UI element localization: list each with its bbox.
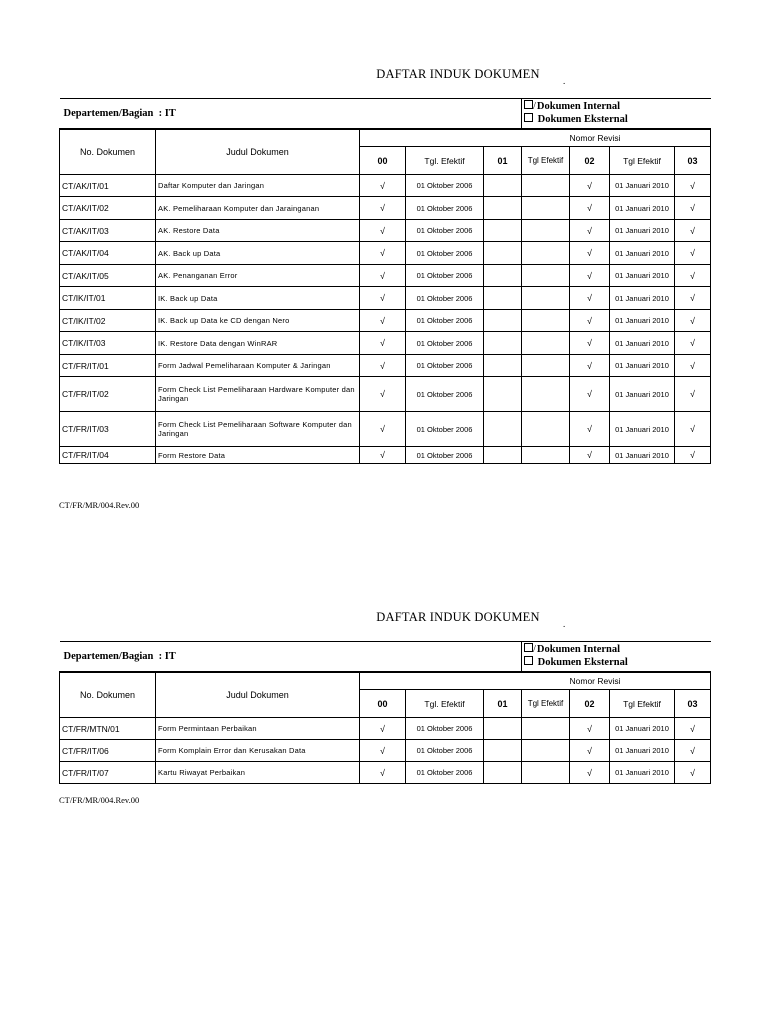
cell-rev03: √: [675, 287, 711, 310]
cell-rev03: √: [675, 332, 711, 355]
cell-title: IK. Restore Data dengan WinRAR: [156, 332, 360, 355]
cell-eff3: 01 Januari 2010: [610, 175, 675, 197]
col-header-title: Judul Dokumen: [156, 672, 360, 718]
cell-eff2: [522, 287, 570, 310]
cell-title: Form Check List Pemeliharaan Software Komputer dan Jaringan: [156, 412, 360, 447]
cell-eff3: 01 Januari 2010: [610, 332, 675, 355]
col-header-eff1: Tgl. Efektif: [406, 147, 484, 175]
cell-no: CT/FR/IT/01: [60, 355, 156, 377]
cell-eff1: 01 Oktober 2006: [406, 265, 484, 287]
cell-rev00: √: [360, 265, 406, 287]
cell-rev00: √: [360, 197, 406, 220]
col-header-rev03: 03: [675, 690, 711, 718]
document-type-cell: [522, 642, 711, 672]
table-row: [60, 447, 711, 464]
document-title: DAFTAR INDUK DOKUMEN: [376, 67, 540, 81]
header-row-1: [60, 672, 711, 690]
cell-rev01: [484, 332, 522, 355]
cell-title: Form Permintaan Perbaikan: [156, 718, 360, 740]
cell-eff2: [522, 175, 570, 197]
cell-rev02: √: [570, 355, 610, 377]
col-header-rev00: 00: [360, 690, 406, 718]
cell-no: CT/FR/IT/07: [60, 762, 156, 784]
col-header-rev01: 01: [484, 690, 522, 718]
cell-eff3: 01 Januari 2010: [610, 355, 675, 377]
cell-no: CT/FR/IT/02: [60, 377, 156, 412]
checkbox-icon: [524, 113, 533, 122]
cell-eff3: 01 Januari 2010: [610, 762, 675, 784]
cell-no: CT/AK/IT/04: [60, 242, 156, 265]
table-row: [60, 377, 711, 412]
cell-no: CT/FR/IT/06: [60, 740, 156, 762]
table-row: [60, 355, 711, 377]
cell-eff2: [522, 377, 570, 412]
cell-rev02: √: [570, 718, 610, 740]
cell-rev03: √: [675, 718, 711, 740]
cell-eff3: 01 Januari 2010: [610, 718, 675, 740]
col-header-rev02: 02: [570, 690, 610, 718]
cell-eff3: 01 Januari 2010: [610, 220, 675, 242]
form-code-footnote: CT/FR/MR/004.Rev.00: [59, 500, 140, 510]
cell-eff3: 01 Januari 2010: [610, 412, 675, 447]
table-row: [60, 287, 711, 310]
cell-rev03: √: [675, 377, 711, 412]
department-row: [60, 99, 711, 129]
cell-no: CT/IK/IT/02: [60, 310, 156, 332]
cell-eff1: 01 Oktober 2006: [406, 310, 484, 332]
cell-no: CT/IK/IT/03: [60, 332, 156, 355]
cell-eff2: [522, 332, 570, 355]
cell-title: AK. Pemeliharaan Komputer dan Jarainganan: [156, 197, 360, 220]
cell-eff1: 01 Oktober 2006: [406, 287, 484, 310]
cell-rev02: √: [570, 287, 610, 310]
cell-rev03: √: [675, 175, 711, 197]
cell-eff2: [522, 265, 570, 287]
col-header-rev02: 02: [570, 147, 610, 175]
col-header-title: Judul Dokumen: [156, 129, 360, 175]
table-row: [60, 265, 711, 287]
cell-rev00: √: [360, 175, 406, 197]
cell-eff2: [522, 718, 570, 740]
cell-title: AK. Restore Data: [156, 220, 360, 242]
cell-no: CT/FR/IT/03: [60, 412, 156, 447]
table-row: [60, 175, 711, 197]
cell-rev00: √: [360, 718, 406, 740]
table-row: [60, 332, 711, 355]
table-row: [60, 740, 711, 762]
col-header-rev03: 03: [675, 147, 711, 175]
cell-rev03: √: [675, 197, 711, 220]
checkbox-icon: [524, 100, 533, 109]
cell-rev00: √: [360, 447, 406, 464]
cell-eff3: 01 Januari 2010: [610, 310, 675, 332]
cell-rev01: [484, 740, 522, 762]
cell-title: Daftar Komputer dan Jaringan: [156, 175, 360, 197]
cell-rev02: √: [570, 332, 610, 355]
title-mark: .: [563, 619, 566, 629]
cell-title: Form Restore Data: [156, 447, 360, 464]
cell-rev00: √: [360, 332, 406, 355]
checkbox-icon: [524, 656, 533, 665]
cell-eff3: 01 Januari 2010: [610, 287, 675, 310]
col-header-rev01: 01: [484, 147, 522, 175]
cell-eff1: 01 Oktober 2006: [406, 740, 484, 762]
checkbox-icon: [524, 643, 533, 652]
cell-title: AK. Penanganan Error: [156, 265, 360, 287]
cell-eff1: 01 Oktober 2006: [406, 355, 484, 377]
department-row: [60, 642, 711, 672]
cell-rev02: √: [570, 175, 610, 197]
cell-rev00: √: [360, 310, 406, 332]
table-row: [60, 310, 711, 332]
col-header-no: No. Dokumen: [60, 129, 156, 175]
cell-rev00: √: [360, 287, 406, 310]
cell-eff1: 01 Oktober 2006: [406, 412, 484, 447]
cell-eff3: 01 Januari 2010: [610, 377, 675, 412]
table-row: [60, 242, 711, 265]
cell-rev01: [484, 377, 522, 412]
cell-eff1: 01 Oktober 2006: [406, 220, 484, 242]
cell-eff1: 01 Oktober 2006: [406, 762, 484, 784]
cell-rev01: [484, 355, 522, 377]
cell-rev00: √: [360, 220, 406, 242]
cell-no: CT/AK/IT/03: [60, 220, 156, 242]
cell-eff3: 01 Januari 2010: [610, 447, 675, 464]
cell-eff2: [522, 220, 570, 242]
cell-rev01: [484, 447, 522, 464]
document-table: [59, 98, 711, 464]
document-title: DAFTAR INDUK DOKUMEN: [376, 610, 540, 624]
doc-type-internal: /Dokumen Internal: [524, 100, 711, 113]
cell-rev01: [484, 412, 522, 447]
department-cell: [60, 642, 522, 672]
col-header-eff3: Tgl Efektif: [610, 690, 675, 718]
cell-eff2: [522, 355, 570, 377]
cell-rev03: √: [675, 310, 711, 332]
cell-rev01: [484, 287, 522, 310]
cell-eff2: [522, 412, 570, 447]
cell-eff1: 01 Oktober 2006: [406, 332, 484, 355]
cell-title: IK. Back up Data: [156, 287, 360, 310]
cell-rev02: √: [570, 740, 610, 762]
cell-rev01: [484, 718, 522, 740]
cell-rev01: [484, 310, 522, 332]
cell-no: CT/AK/IT/05: [60, 265, 156, 287]
check-mark: /: [533, 644, 536, 656]
col-header-eff3: Tgl Efektif: [610, 147, 675, 175]
cell-rev02: √: [570, 310, 610, 332]
cell-eff3: 01 Januari 2010: [610, 197, 675, 220]
cell-rev02: √: [570, 762, 610, 784]
cell-rev02: √: [570, 220, 610, 242]
cell-rev03: √: [675, 447, 711, 464]
col-header-revision: Nomor Revisi: [360, 129, 711, 147]
cell-eff1: 01 Oktober 2006: [406, 718, 484, 740]
cell-rev03: √: [675, 242, 711, 265]
department-value: IT: [164, 107, 176, 119]
cell-eff2: [522, 242, 570, 265]
cell-no: CT/FR/IT/04: [60, 447, 156, 464]
department-separator: :: [158, 650, 163, 662]
cell-title: IK. Back up Data ke CD dengan Nero: [156, 310, 360, 332]
cell-rev00: √: [360, 242, 406, 265]
department-separator: :: [158, 107, 163, 119]
cell-rev01: [484, 242, 522, 265]
cell-rev00: √: [360, 762, 406, 784]
col-header-no: No. Dokumen: [60, 672, 156, 718]
department-cell: [60, 99, 522, 129]
cell-eff2: [522, 447, 570, 464]
cell-rev01: [484, 175, 522, 197]
table-row: [60, 220, 711, 242]
department-label: Departemen/Bagian: [63, 107, 154, 119]
cell-rev02: √: [570, 265, 610, 287]
cell-rev03: √: [675, 355, 711, 377]
check-mark: /: [533, 101, 536, 113]
cell-rev02: √: [570, 197, 610, 220]
table-row: [60, 718, 711, 740]
cell-rev02: √: [570, 447, 610, 464]
title-mark: .: [563, 76, 566, 86]
doc-type-external: Dokumen Eksternal: [524, 656, 711, 669]
col-header-eff2: Tgl Efektif: [522, 147, 570, 175]
cell-no: CT/AK/IT/01: [60, 175, 156, 197]
table-row: [60, 412, 711, 447]
cell-rev03: √: [675, 412, 711, 447]
cell-eff2: [522, 310, 570, 332]
document-table: [59, 641, 711, 784]
cell-rev03: √: [675, 265, 711, 287]
cell-rev01: [484, 265, 522, 287]
department-label: Departemen/Bagian: [63, 650, 154, 662]
cell-eff3: 01 Januari 2010: [610, 740, 675, 762]
cell-rev00: √: [360, 412, 406, 447]
cell-rev03: √: [675, 740, 711, 762]
cell-eff1: 01 Oktober 2006: [406, 175, 484, 197]
col-header-revision: Nomor Revisi: [360, 672, 711, 690]
cell-eff2: [522, 740, 570, 762]
cell-rev03: √: [675, 762, 711, 784]
cell-rev00: √: [360, 377, 406, 412]
cell-eff1: 01 Oktober 2006: [406, 447, 484, 464]
form-code-footnote: CT/FR/MR/004.Rev.00: [59, 795, 140, 805]
cell-eff3: 01 Januari 2010: [610, 265, 675, 287]
cell-title: Form Komplain Error dan Kerusakan Data: [156, 740, 360, 762]
cell-rev01: [484, 197, 522, 220]
cell-eff2: [522, 762, 570, 784]
doc-type-internal: /Dokumen Internal: [524, 643, 711, 656]
cell-rev03: √: [675, 220, 711, 242]
table-row: [60, 762, 711, 784]
cell-no: CT/IK/IT/01: [60, 287, 156, 310]
col-header-eff1: Tgl. Efektif: [406, 690, 484, 718]
cell-rev00: √: [360, 740, 406, 762]
department-value: IT: [164, 650, 176, 662]
document-type-cell: [522, 99, 711, 129]
col-header-eff2: Tgl Efektif: [522, 690, 570, 718]
cell-title: Form Jadwal Pemeliharaan Komputer & Jaringan: [156, 355, 360, 377]
cell-rev02: √: [570, 242, 610, 265]
cell-title: Form Check List Pemeliharaan Hardware Komputer dan Jaringan: [156, 377, 360, 412]
cell-no: CT/AK/IT/02: [60, 197, 156, 220]
cell-no: CT/FR/MTN/01: [60, 718, 156, 740]
cell-title: AK. Back up Data: [156, 242, 360, 265]
cell-eff1: 01 Oktober 2006: [406, 377, 484, 412]
doc-type-external: Dokumen Eksternal: [524, 113, 711, 126]
cell-rev02: √: [570, 377, 610, 412]
col-header-rev00: 00: [360, 147, 406, 175]
cell-rev02: √: [570, 412, 610, 447]
header-row-1: [60, 129, 711, 147]
cell-eff1: 01 Oktober 2006: [406, 197, 484, 220]
cell-eff3: 01 Januari 2010: [610, 242, 675, 265]
cell-title: Kartu Riwayat Perbaikan: [156, 762, 360, 784]
cell-eff2: [522, 197, 570, 220]
cell-rev01: [484, 762, 522, 784]
table-row: [60, 197, 711, 220]
cell-rev01: [484, 220, 522, 242]
cell-eff1: 01 Oktober 2006: [406, 242, 484, 265]
cell-rev00: √: [360, 355, 406, 377]
